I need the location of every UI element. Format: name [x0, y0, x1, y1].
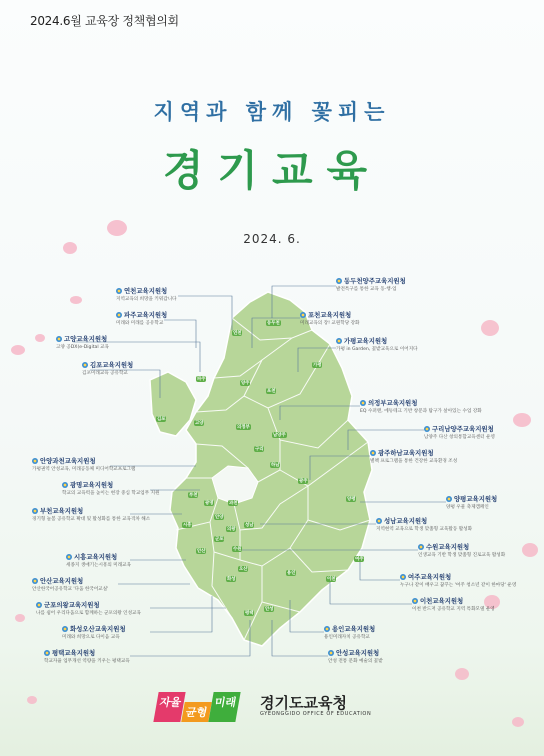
city-label: 수원	[233, 547, 242, 552]
office-paju: 파주교육지원청 미래와 미래를 공유학교	[116, 311, 168, 326]
city-label: 군포	[215, 537, 224, 542]
office-pyeongtaek: 평택교육지원청 학교자율 업무개선 역량을 키우는 평택교육	[44, 649, 130, 664]
city-label: 광주	[299, 479, 308, 484]
office-gimpo: 김포교육지원청 김포미래교육 공유학교	[82, 361, 134, 376]
city-label: 포천	[267, 389, 276, 394]
city-label: 평택	[245, 611, 254, 616]
office-hwaseong-osan: 화성오산교육지원청 미래와 희망으로 다이음 교육	[62, 625, 126, 640]
office-siheung: 시흥교육지원청 세종지 생애기는시흥의 미래교육	[66, 553, 132, 568]
office-gwangju-hanam: 광주하남교육지원청 별책 프로그램을 통한 건강한 교육환경 조성	[370, 449, 458, 464]
office-suwon: 수원교육지원청 인생교육 기반 학생 맞춤형 진로교육 활성화	[418, 543, 506, 558]
office-bucheon: 부천교육지원청 경기형 늘봄 공유학교 확대 및 활성화를 통한 교육격차 해소	[32, 507, 151, 522]
city-label: 안양	[215, 515, 224, 520]
slogan-word: 자율	[153, 692, 186, 722]
office-uijeongbu: 의정부교육지원청 EQ 수퍼맨, 에듀테크 기반 창문과 탐구가 살아있는 수업 강화	[360, 399, 482, 414]
office-dongducheon-yangju: 동두천양주교육지원청 발전특구를 통한 교육 동·행·업	[336, 277, 406, 292]
poster-title: 경기교육	[162, 146, 382, 195]
city-label: 용인	[287, 571, 296, 576]
city-label: 고양	[195, 421, 204, 426]
city-label: 화성	[227, 577, 236, 582]
office-yeoncheon: 연천교육지원청 지역교육의 희망을 키워갑니다	[116, 287, 177, 302]
poster-subtitle: 지역과 함께 꽃피는	[153, 100, 391, 124]
city-label: 김포	[157, 417, 166, 422]
city-label: 양주	[241, 381, 250, 386]
city-label: 양평	[347, 497, 356, 502]
city-label: 오산	[239, 567, 248, 572]
city-label: 의왕	[227, 527, 236, 532]
office-anseong: 안성교육지원청 안성 전통 문화 예술의 꽃밭	[328, 649, 383, 664]
city-label: 이천	[327, 577, 336, 582]
office-ansan: 안산교육지원청 안산한국어공유학교 '다움 한국어교실'	[32, 577, 109, 592]
office-guri-namyangju: 구리남양주교육지원청 남양주 다산 창의통합교육센터 운영	[424, 425, 495, 440]
footer-logo	[156, 690, 416, 720]
city-label: 구리	[255, 447, 264, 452]
city-label: 안산	[197, 549, 206, 554]
city-label: 가평	[313, 363, 322, 368]
city-label: 안성	[265, 607, 274, 612]
city-label: 하남	[271, 463, 280, 468]
city-label: 성남	[245, 523, 254, 528]
office-anyang-gwacheon: 안양과천교육지원청 가평권역 안성교육, 미래공동체 미디어학교프로그램	[32, 457, 136, 472]
city-label: 남양주	[273, 433, 286, 438]
office-yongin: 용인교육지원청 용인미래자치 공유학교	[324, 625, 376, 640]
city-label: 부천	[189, 493, 198, 498]
office-seongnam: 성남교육지원청 지역현역 교육으로 학생 맞춤형 교육활동 활성화	[376, 517, 473, 532]
office-pocheon: 포천교육지원청 미래교육의 장! 교원학당 강화	[300, 311, 360, 326]
city-label: 과천	[229, 501, 238, 506]
slogan	[156, 692, 238, 722]
city-label: 파주	[197, 377, 206, 382]
office-gapyeong: 가평교육지원청 가평 in Garden, 꽃밭교육으로 이어지다	[336, 337, 418, 352]
office-yeoju: 여주교육지원청 누구나 같이 배우고 꿈꾸는 '여주 청소년 같이 한마당' 운영	[400, 573, 517, 588]
meeting-title: 2024.6월 교육장 정책협의회	[30, 14, 179, 28]
city-label: 여주	[355, 557, 364, 562]
city-label: 동두천	[267, 321, 280, 326]
poster-date: 2024. 6.	[243, 232, 301, 246]
slogan-word: 미래	[208, 692, 241, 722]
office-gunpo-uiwang: 군포의왕교육지원청 나를 쉼어 우리다움으로 함께하는 군포의왕 인성교육	[36, 601, 141, 616]
office-gwangmyeong: 광명교육지원청 학교의 교육력을 높이는 현장 중심 학교업무 지원	[62, 481, 160, 496]
office-yangpyeong: 양평교육지원청 양평 우물 축제캠페인	[446, 495, 498, 510]
city-label: 의정부	[237, 425, 250, 430]
office-goyang: 고양교육지원청 고양 공DX(e-Digital 교육	[56, 335, 109, 350]
org-name: 경기도교육청	[260, 694, 347, 712]
office-icheon: 이천교육지원청 이천 반드저 공유학교 지역 특화모델 운영	[412, 597, 495, 612]
slogan-word: 균형	[182, 702, 213, 722]
org-name-en: GYEONGGIDO OFFICE OF EDUCATION	[260, 711, 372, 717]
city-label: 광명	[205, 501, 214, 506]
city-label: 시흥	[183, 523, 192, 528]
city-label: 연천	[233, 331, 242, 336]
